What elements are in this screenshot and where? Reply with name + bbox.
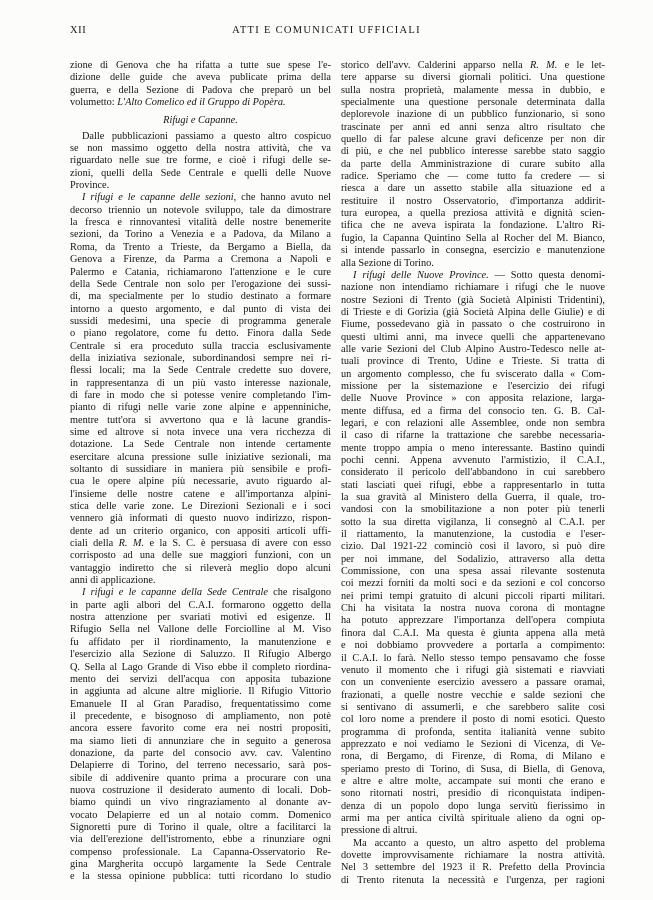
line-text: anni di applicazione.: [70, 575, 156, 587]
text-line: [70, 810, 331, 822]
text-line: [70, 143, 331, 155]
text-line: [341, 838, 605, 850]
text-line: [70, 205, 331, 217]
text-line: [70, 785, 331, 797]
line-text: restituire il nostro Osservatorio, d'importanza addirit-: [341, 195, 605, 207]
page-number: XII: [70, 25, 87, 36]
emphasized-text: I rifugi e le capanne delle sezioni: [82, 192, 234, 204]
line-text: sussidi medesimi, una specie di programma generale: [70, 315, 331, 327]
text-line: [70, 464, 331, 476]
line-text: decorso triennio un notevole sviluppo, tale da dimostrare: [70, 204, 331, 216]
line-text: vantaggio indiretto che si rileverà meglio dopo alcuni: [70, 562, 331, 574]
line-text: l'esercizio alla Sezione di Saluzzo. Il Rifugio Albergo: [70, 649, 331, 661]
line-text: pochi cenni. Appena avvenuto l'armistizio, il C.A.I.,: [341, 455, 605, 466]
line-text: coi mezzi forniti da molti soci e da sezioni e col concorso: [341, 578, 605, 590]
line-text: riesca a dare un assetto stabile alla situazione ed a: [341, 183, 605, 195]
line-text: sezioni, da Torino a Venezia e a Padova, da Milano a: [70, 229, 331, 241]
paragraph: [341, 838, 605, 887]
text-line: [70, 686, 331, 698]
line-text: in parte agli albori del C.A.I. formarono oggetto della: [70, 599, 331, 611]
line-text: cua le opere alpine più necessarie, avuto riguardo al-: [70, 476, 331, 488]
line-text: si intende passarlo in consegna, esercizio e manutenzione: [341, 245, 605, 257]
line-text: fu affidato per il riordinamento, la manutenzione e: [70, 636, 331, 648]
emphasized-text: L'Alto Comelico ed il Gruppo di Popèra.: [117, 97, 286, 109]
line-text: soltanto di sussidiare in maniera più sensibile e profi-: [70, 464, 331, 475]
text-line: [70, 822, 331, 834]
text-line: [341, 727, 605, 739]
line-text: Emanuele II al Gran Paradiso, frequentatissimo come: [70, 698, 331, 710]
line-text: apprezzato e noi vediamo le Sezioni di Vicenza, di Ve-: [341, 738, 605, 750]
text-line: [341, 443, 605, 455]
text-line: [70, 760, 331, 772]
text-line: [70, 624, 331, 636]
line-text: radice. Speriamo che — come tutto fa credere — si: [341, 171, 605, 183]
text-line: [341, 134, 605, 146]
line-text: guerra, e della Sezione di Padova che preparò un bel: [70, 84, 331, 96]
line-text: fugio, la Capanna Quintino Sella al Rocher del M. Bianco,: [341, 232, 605, 244]
text-line: [341, 764, 605, 776]
line-text: speriamo presto di Torino, di Susa, di Biella, di Genova,: [341, 763, 605, 775]
line-text: Roma, da Trento a Trieste, da Bergamo a Biella, da: [70, 241, 331, 253]
text-line: [70, 612, 331, 624]
text-line: [341, 480, 605, 492]
text-line: [70, 390, 331, 402]
text-line: [341, 677, 605, 689]
line-text: vocato Delapierre ed un al notaio comm. Domenico: [70, 809, 331, 821]
text-line: [341, 295, 605, 307]
text-line: [341, 159, 605, 171]
text-line: [70, 402, 331, 414]
text-line: [70, 871, 331, 883]
line-text: questi ultimi anni, ma invece quelli che appartenevano: [341, 331, 605, 343]
line-text: nazione non intendiamo richiamare i rifugi che le nuove: [341, 282, 605, 294]
text-line: [70, 674, 331, 686]
line-text: ha potuto apprezzare l'importanza dell'opera compiuta: [341, 615, 605, 627]
line-text: delle Nuove Province » con apposita relazione, larga-: [341, 393, 605, 405]
line-text: stati lasciati quei rifugi, ebbe a rappresentarlo in tutta: [341, 479, 605, 491]
text-line: [70, 353, 331, 365]
line-text: [353, 270, 605, 281]
text-line: [341, 97, 605, 109]
paragraph: [70, 587, 331, 883]
text-line: [341, 825, 605, 837]
text-line: [341, 171, 605, 183]
text-line: [70, 662, 331, 674]
text-line: [70, 513, 331, 525]
line-text: corrisposto ad una delle sue maggiori funzioni, con un: [70, 550, 331, 562]
text-line: [341, 875, 605, 887]
text-line: [341, 467, 605, 479]
line-text: mente troppo ampia o meno interessante. Bastino quindi: [341, 442, 605, 454]
text-line: [70, 427, 331, 439]
text-line: [341, 332, 605, 344]
text-line: [70, 155, 331, 167]
text-line: [70, 192, 331, 204]
line-text: [82, 587, 331, 598]
line-text: quello di far palese alcune gravi deficenze per non dir: [341, 134, 605, 146]
text-line: [341, 344, 605, 356]
line-text: sime ed altrove si nota invece una vera ricchezza di: [70, 426, 331, 438]
text-line: [341, 85, 605, 97]
text-line: [341, 356, 605, 368]
text-line: [70, 439, 331, 451]
line-text: nei primi tempi gratuito di alcuni piccoli riparti militari.: [341, 590, 605, 602]
text-line: [341, 739, 605, 751]
text-line: [70, 242, 331, 254]
section-heading: Rifugi e Capanne.: [163, 115, 238, 127]
text-line: [341, 603, 605, 615]
line-text: alle varie Sezioni del Club Alpino Austro-Tedesco nelle at-: [341, 343, 605, 355]
text-line: [70, 575, 331, 587]
line-text: mento dei servizi dell'acqua con apposita tubazione: [70, 673, 331, 685]
text-line: [341, 72, 605, 84]
text-line: [341, 751, 605, 763]
line-text: stica delle varie zone. Le Direzioni Sezionali e i soci: [70, 501, 331, 513]
line-text: della iniziativa sezionale, subordinandosi sempre nei ri-: [70, 352, 331, 364]
line-text: dotazione. La Sede Centrale non intende certamente: [70, 439, 331, 451]
line-text: deplorevole inazione di un pubblico funzionario, si sono: [341, 109, 605, 121]
text-line: [341, 702, 605, 714]
line-text: tere apparse su diversi giornali politici. Una questione: [341, 72, 605, 84]
line-text: in rappresentanza di un più vasto interesse nazionale,: [70, 377, 331, 389]
line-text: della Sede Centrale non solo per l'erogazione dei sussi-: [70, 278, 331, 290]
text-line: [70, 550, 331, 562]
text-run: , che hanno avuto nel: [233, 192, 332, 204]
text-line: [341, 690, 605, 702]
text-line: [341, 270, 605, 282]
text-line: [341, 788, 605, 800]
line-text: e altre e altre molte, accampate sui monti che erano e: [341, 775, 605, 787]
text-line: [70, 847, 331, 859]
text-line: [70, 711, 331, 723]
paragraph: [341, 270, 605, 838]
line-text: alla Sezione di Torino.: [341, 257, 434, 269]
text-line: [70, 526, 331, 538]
text-line: [341, 554, 605, 566]
paragraph: [341, 60, 605, 270]
line-text: sulla nostra proprietà, malamente messa in dubbio, e: [341, 84, 605, 96]
line-text: [70, 97, 286, 108]
line-text: nostre Sezioni di Trento (già Società Alpinisti Tridentini),: [341, 294, 605, 306]
line-text: finora dal C.A.I. Ma questa è giunta appena alla metà: [341, 627, 605, 639]
line-text: [70, 538, 331, 549]
text-line: [341, 529, 605, 541]
line-text: tura europea, a quella preziosa attività e dignità scien-: [341, 208, 605, 220]
text-line: [341, 517, 605, 529]
text-line: [341, 60, 605, 72]
text-line: [341, 615, 605, 627]
line-text: biamo quindi un vivo ringraziamento al donante av-: [70, 797, 331, 809]
text-line: [341, 319, 605, 331]
line-text: di Trieste e di Gorizia (già Società Alpina delle Giulie) e di: [341, 306, 605, 318]
line-text: di Trento ritenuta la necessità e l'urgenza, per ragioni: [341, 874, 605, 886]
line-text: tifica che ne aveva ispirata la fondazione. L'altro Ri-: [341, 220, 605, 232]
text-line: [70, 328, 331, 340]
running-title: ATTI E COMUNICATI UFFICIALI: [232, 25, 421, 36]
text-line: [341, 146, 605, 158]
text-line: [70, 649, 331, 661]
text-line: [341, 393, 605, 405]
line-text: in aggiunta ad alcune altre migliorie. Il Rifugio Vittorio: [70, 686, 331, 698]
text-line: [70, 279, 331, 291]
line-text: il precedente, e bisognoso di ampliamento, non potè: [70, 710, 331, 722]
line-text: di fare in modo che si potesse venire completando l'im-: [70, 389, 331, 401]
line-text: se non massimo oggetto della nostra attività, che va: [70, 143, 331, 155]
text-line: [70, 60, 331, 72]
column-left: [70, 60, 331, 884]
text-line: [341, 862, 605, 874]
text-line: [341, 653, 605, 665]
text-line: [341, 122, 605, 134]
text-run: ciali della: [70, 538, 119, 550]
text-line: [341, 208, 605, 220]
text-line: [70, 72, 331, 84]
text-line: [70, 501, 331, 513]
text-run: storico dell'avv. Calderini apparso nella: [341, 60, 530, 71]
line-text: di, ma specialmente per lo studio destinato a formare: [70, 291, 331, 303]
line-text: rona, di Bergamo, di Firenze, di Roma, di Milano e: [341, 751, 605, 763]
text-line: [341, 369, 605, 381]
column-right: [341, 60, 605, 887]
text-line: [341, 406, 605, 418]
text-line: [341, 801, 605, 813]
line-text: un argomento complesso, che fu sviscerato dalla « Com-: [341, 368, 605, 380]
line-text: pianto di rifugi nelle varie zone alpine e appenniniche,: [70, 402, 331, 414]
text-line: [70, 131, 331, 143]
line-text: mentre tutt'ora si avvertono qua e là lacune grandis-: [70, 414, 331, 426]
line-text: vennero già informati di questo nuovo indirizzo, rispon-: [70, 513, 331, 525]
line-text: tuali province di Trento, Udine e Trieste. Si tratta di: [341, 356, 605, 368]
paragraph: [70, 60, 331, 109]
line-text: Rifugio Sella nel Vallone delle Forciolline al M. Viso: [70, 624, 331, 636]
text-line: [70, 699, 331, 711]
line-text: per noi immane, del Sodalizio, attraverso alla detta: [341, 553, 605, 565]
text-line: [341, 220, 605, 232]
line-text: Province.: [70, 180, 110, 192]
line-text: via dell'erezione dell'istromento, ebbe a rinunziare ogni: [70, 834, 331, 846]
text-line: [70, 85, 331, 97]
line-text: sono ritornati nostri, presidio di riconquistata indipen-: [341, 788, 605, 800]
text-line: [70, 834, 331, 846]
text-line: [70, 773, 331, 785]
text-line: [341, 233, 605, 245]
line-text: zioni, quelli della Sede Centrale e quelli delle Nuove: [70, 167, 331, 179]
line-text: flessi locali; ma la Sede Centrale credette suo dovere,: [70, 365, 331, 377]
text-line: [341, 183, 605, 195]
text-line: [70, 415, 331, 427]
line-text: il C.A.I. lo farà. Nello stesso tempo pensavamo che fosse: [341, 652, 605, 664]
text-line: [70, 476, 331, 488]
line-text: Centrale si era proceduto sulla traccia esclusivamente: [70, 340, 331, 352]
line-text: il caso di rifarne la trattazione che sarebbe necessaria-: [341, 430, 605, 442]
line-text: la fresca e rinnovantesi vitalità delle nostre benemerite: [70, 217, 331, 229]
line-text: dizione delle guide che aveva publicate prima della: [70, 72, 331, 84]
line-text: venuto il momento che i rifugi già sistemati e riavviati: [341, 664, 605, 676]
text-line: [70, 748, 331, 760]
text-line: [341, 196, 605, 208]
line-text: sotto la sua diretta vigilanza, li consegnò al C.A.I. per: [341, 516, 605, 528]
line-text: Genova a Firenze, da Parma a Cremona a Napoli e: [70, 254, 331, 266]
line-text: riguardato nelle sue tre forme, e cioè i rifugi delle se-: [70, 155, 331, 167]
text-line: [341, 850, 605, 862]
line-text: Ma accanto a questo, un altro aspetto del problema: [353, 837, 605, 849]
line-text: Chi ha visitata la nostra nuova corona di montagne: [341, 603, 605, 615]
line-text: intorno a questo argomento, e dal punto di vista dei: [70, 303, 331, 315]
line-text: pressione di altrui.: [341, 825, 418, 837]
text-line: [70, 736, 331, 748]
line-text: armi ma per antica civiltà spirituale alieno da ogni op-: [341, 812, 605, 824]
text-line: [341, 566, 605, 578]
line-text: sibile di addivenire quanto prima a procurare con una: [70, 772, 331, 784]
line-text: esercitare alcuna pressione sulle iniziative sezionali, ma: [70, 451, 331, 463]
text-line: [341, 418, 605, 430]
emphasized-text: R. M.: [530, 60, 558, 71]
line-text: con un conveniente esercizio avessero a passare oramai,: [341, 677, 605, 689]
line-text: nuova costruzione il desiderato aumento di locali. Dob-: [70, 784, 331, 796]
text-line: [341, 578, 605, 590]
text-line: [70, 378, 331, 390]
text-line: [341, 714, 605, 726]
line-text: da parte della Amministrazione di curare subito alla: [341, 158, 605, 170]
text-line: [70, 217, 331, 229]
text-line: [341, 492, 605, 504]
line-text: gina Margherita occupò largamente la Sede Centrale: [70, 859, 331, 870]
line-text: col loro nome a prendere il posto di nomi esotici. Questo: [341, 714, 605, 726]
text-line: [70, 365, 331, 377]
text-line: [70, 637, 331, 649]
text-run: — Sotto questa denomi-: [488, 269, 605, 281]
line-text: Delapierre di Torino, del terreno necessario, sarà pos-: [70, 760, 331, 772]
text-line: [341, 455, 605, 467]
line-text: legari, e con relazioni alle Assemblee, onde non sembra: [341, 417, 605, 429]
text-line: [70, 254, 331, 266]
line-text: di più, e che nel pubblico interesse sarebbe stato saggio: [341, 146, 605, 158]
text-run: e le let-: [557, 60, 605, 71]
line-text: e la stessa opinione pubblica: tutti ricordano lo studio: [70, 871, 331, 883]
text-line: [341, 665, 605, 677]
text-line: [341, 258, 605, 270]
line-text: mente diffusa, ed a firma del consocio ten. G. B. Cal-: [341, 405, 605, 417]
line-text: considerato il pericolo dell'abbandono in cui sarebbero: [341, 467, 605, 479]
text-line: [70, 168, 331, 180]
line-text: il riattamento, la manutenzione, la custodia e l'eser-: [341, 529, 605, 541]
text-line: [341, 381, 605, 393]
line-text: nostra attenzione per svariati motivi ed esigenze. Il: [70, 612, 331, 624]
text-run: e la S. C. è persuasa di avere con esso: [144, 538, 331, 550]
text-line: [70, 97, 331, 109]
text-line: [70, 291, 331, 303]
text-line: [70, 267, 331, 279]
line-text: Dalle pubblicazioni passiamo a questo altro cospicuo: [82, 130, 331, 142]
text-line: [341, 640, 605, 652]
text-line: [70, 341, 331, 353]
line-text: missione per la sistemazione e l'esercizio dei rifugi: [341, 380, 605, 392]
emphasized-text: R. M.: [118, 538, 145, 550]
text-line: [70, 600, 331, 612]
line-text: Commissione, con una spesa assai rilevante sostenuta: [341, 566, 605, 578]
line-text: ancora essere favorito come era nei nostri propositi,: [70, 723, 331, 735]
text-line: [70, 797, 331, 809]
line-text: vandosi con la smobilitazione a non poter più tenerli: [341, 504, 605, 516]
text-line: [341, 628, 605, 640]
line-text: [341, 60, 605, 71]
line-text: e noi dobbiamo provvedere a portarla a compimento:: [341, 640, 605, 652]
line-text: trascinate per anni ed anni senza altro risultato che: [341, 121, 605, 133]
text-line: [70, 229, 331, 241]
text-line: [70, 587, 331, 599]
line-text: Nel 3 settembre del 1923 il R. Prefetto della Provincia: [341, 862, 605, 874]
text-line: [341, 245, 605, 257]
line-text: dovette improvvisamente richiamare la nostra attività.: [341, 850, 605, 861]
line-text: donazione, da parte del consocio avv. cav. Valentino: [70, 747, 331, 759]
text-line: [341, 591, 605, 603]
line-text: la sua gravità al Ministero della Guerra, il quale, tro-: [341, 492, 605, 504]
text-line: [341, 813, 605, 825]
line-text: ma siamo lieti di annunziare che in seguito a generosa: [70, 735, 331, 747]
text-line: [70, 180, 331, 192]
line-text: Fiume, possedevano già in passato o che costruirono in: [341, 319, 605, 331]
text-line: [70, 489, 331, 501]
line-text: si sentivano di assumerli, e che sarebbero salite così: [341, 701, 605, 713]
line-text: Signoretti pure di Torino il quale, oltre a facilitarci la: [70, 821, 331, 833]
line-text: Palermo e Catania, richiamarono l'attenzione e le cure: [70, 266, 331, 278]
text-line: [341, 430, 605, 442]
text-line: [341, 307, 605, 319]
text-line: [70, 304, 331, 316]
line-text: frazionati, a quelle nostre vecchie e salde sezioni che: [341, 689, 605, 701]
text-line: [341, 109, 605, 121]
line-text: l'insieme delle nostre catene e all'importanza alpini-: [70, 488, 331, 500]
text-line: [70, 859, 331, 871]
text-line: [70, 723, 331, 735]
line-text: programma di profonda, sentita italianità venne subito: [341, 726, 605, 738]
line-text: [82, 192, 331, 203]
paragraph: [70, 192, 331, 587]
emphasized-text: I rifugi delle Nuove Province.: [353, 269, 489, 281]
line-text: cizio. Dal 1921-22 cominciò così il lavoro, si può dire: [341, 541, 605, 553]
line-text: specialmente una questione personale determinata dalla: [341, 97, 605, 109]
line-text: dente ad un criterio organico, con appositi articoli uffi-: [70, 525, 331, 537]
line-text: Q. Sella al Lago Grande di Viso ebbe il completo riordina-: [70, 661, 331, 673]
text-line: [341, 541, 605, 553]
paragraph: [70, 131, 331, 193]
text-run: volumetto:: [70, 97, 118, 109]
emphasized-text: I rifugi e le capanne della Sede Centrale: [82, 587, 268, 599]
text-line: [70, 538, 331, 550]
text-line: [341, 282, 605, 294]
line-text: denza di un popolo dopo lunga servitù fierissimo in: [341, 800, 605, 812]
text-line: [70, 452, 331, 464]
text-line: [70, 316, 331, 328]
line-text: zione di Genova che ha rifatta a tutte sue spese l'e-: [70, 60, 331, 71]
line-text: o piano regolatore, come fu detto. Finora dalla Sede: [70, 328, 331, 340]
line-text: compenso professionale. La Capanna-Osservatorio Re-: [70, 846, 331, 858]
text-run: che risalgono: [267, 587, 332, 599]
text-line: [341, 504, 605, 516]
text-line: [341, 776, 605, 788]
text-line: [70, 563, 331, 575]
